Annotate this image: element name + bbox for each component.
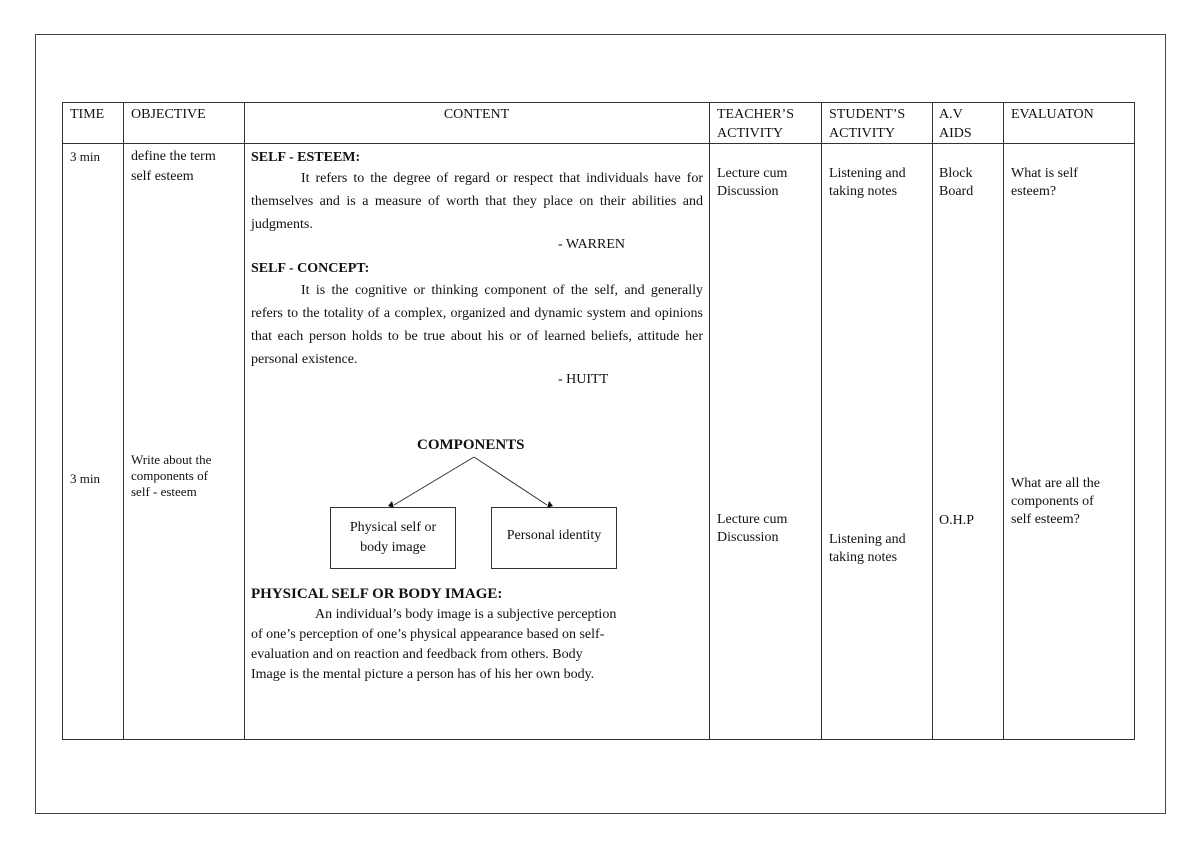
row1-time: 3 min (70, 149, 100, 164)
row1-student-line2: taking notes (829, 184, 898, 199)
self-concept-text: It is the cognitive or thinking component of the self, and generally refers to the totality of a complex, organized and dynamic system and opinions that each person holds to be true about his or of learned beliefs, attitude her personal existence. (251, 283, 703, 367)
row2-evaluation-line1: What are all the (1011, 476, 1101, 491)
header-objective: OBJECTIVE (131, 107, 206, 122)
physical-line1: An individual’s body image is a subjective perception (315, 607, 617, 622)
row1-evaluation-line2: esteem? (1011, 184, 1057, 199)
physical-self-paragraph (251, 605, 709, 685)
row1-objective-line2: self esteem (131, 169, 194, 184)
header-time: TIME (70, 107, 105, 122)
physical-self-heading: PHYSICAL SELF OR BODY IMAGE: (251, 586, 503, 602)
connector-line-left (394, 457, 474, 505)
physical-line4: Image is the mental picture a person has of his her own body. (251, 667, 595, 682)
self-esteem-author: - WARREN (558, 237, 626, 252)
row1-teacher-line1: Lecture cum (717, 166, 788, 181)
row1-teacher-line2: Discussion (717, 184, 779, 199)
diagram-box-physical-self (330, 507, 456, 569)
diagram-box-personal-identity: Personal identity (491, 507, 617, 569)
row2-evaluation-line3: self esteem? (1011, 512, 1080, 527)
header-teacher-line2: ACTIVITY (717, 126, 784, 141)
components-diagram-title: COMPONENTS (417, 437, 525, 453)
row2-objective-line3: self - esteem (131, 484, 197, 499)
self-esteem-heading: SELF - ESTEEM: (251, 150, 361, 165)
row2-teacher-line1: Lecture cum (717, 512, 788, 527)
diagram-box-physical-line2: body image (360, 540, 426, 555)
physical-line2: of one’s perception of one’s physical appearance based on self- (251, 627, 605, 642)
header-av-line1: A.V (939, 107, 963, 122)
row1-evaluation-line1: What is self (1011, 166, 1078, 181)
row2-evaluation-line2: components of (1011, 494, 1094, 509)
header-teacher-line1: TEACHER’S (717, 107, 794, 122)
row2-av-aids: O.H.P (939, 513, 975, 528)
row2-time: 3 min (70, 471, 100, 486)
header-student-line2: ACTIVITY (829, 126, 896, 141)
row1-objective-line1: define the term (131, 149, 216, 164)
row1-av-line2: Board (939, 184, 974, 199)
row2-student-line1: Listening and (829, 532, 906, 547)
header-av-line2: AIDS (939, 126, 972, 141)
physical-line3: evaluation and on reaction and feedback from others. Body (251, 647, 583, 662)
self-esteem-text: It refers to the degree of regard or respect that individuals have for themselves and is a measure of worth that they place on their abilities and judgments. (251, 171, 703, 232)
self-concept-heading: SELF - CONCEPT: (251, 261, 370, 276)
self-concept-author: - HUITT (558, 372, 609, 387)
row1-student-line1: Listening and (829, 166, 906, 181)
header-evaluation: EVALUATON (1011, 107, 1094, 122)
row2-objective-line2: components of (131, 468, 208, 483)
row1-av-line1: Block (939, 166, 973, 181)
connector-line-right (474, 457, 547, 505)
row2-objective-line1: Write about the (131, 452, 212, 467)
row2-student-line2: taking notes (829, 550, 898, 565)
header-student-line1: STUDENT’S (829, 107, 906, 122)
diagram-box-physical-line1: Physical self or (349, 520, 437, 535)
lesson-plan-table (62, 102, 1135, 740)
row2-teacher-line2: Discussion (717, 530, 779, 545)
header-content: CONTENT (443, 107, 510, 122)
